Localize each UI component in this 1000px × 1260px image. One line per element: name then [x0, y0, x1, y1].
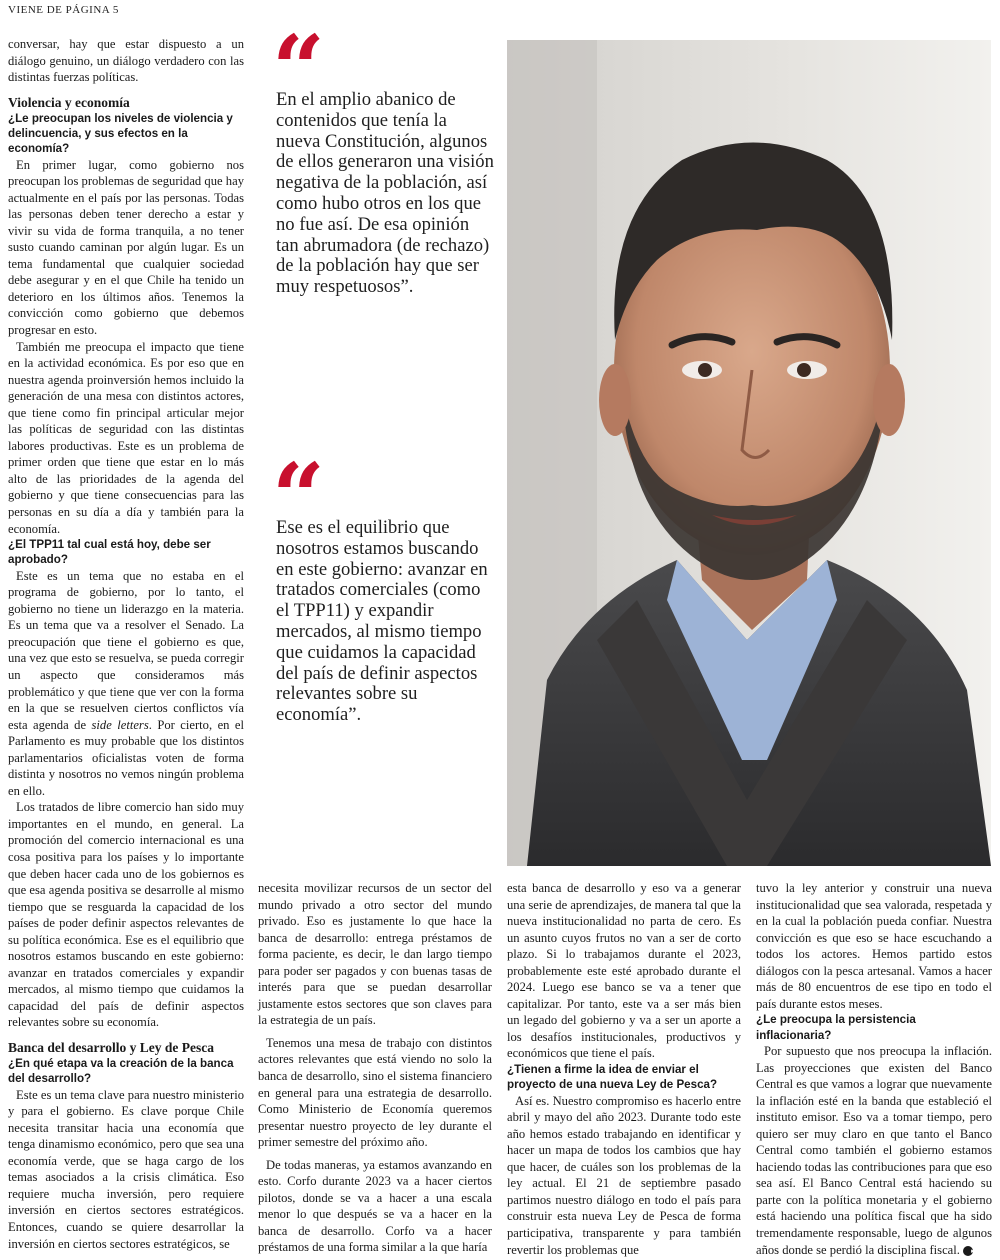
- paragraph: También me preocupa el impacto que tiene en la actividad económica. Es por eso que en nuestra agenda proinversión hemos incluido la generación de una mesa con distintos actores, que tiene como fin principal articular mejor las políticas de seguridad con las distintas labores productivas. Este es un problema de primer orden que tiene que estar en lo más alto de las prioridades de la agenda del gobierno y que tiene consecuencias para las personas en su día a día y también para la economía.: [8, 339, 244, 536]
- article-column-1: [8, 36, 244, 1258]
- portrait-illustration: [507, 40, 991, 866]
- pull-quote-2: [272, 443, 494, 726]
- article-column-2: [258, 880, 492, 1258]
- interview-question: ¿El TPP11 tal cual está hoy, debe ser aprobado?: [8, 538, 211, 567]
- paragraph: Tenemos una mesa de trabajo con distintos actores relevantes que está viendo no solo la banca de desarrollo, sino el sistema financiero en general para una estrategia de desarrollo. Como Ministerio de Economía queremos presentar nuestro proyecto de ley durante el primer semestre del próximo año.: [258, 1035, 492, 1150]
- article-column-4: [756, 880, 992, 1258]
- paragraph: conversar, hay que estar dispuesto a un diálogo genuino, un diálogo verdadero con las distintas fuerzas políticas.: [8, 37, 244, 85]
- article-column-3: [507, 880, 741, 1258]
- text-run: . Por cierto, en el Parlamento es muy probable que los distintos parlamentarios oficialistas voten de forma distinta y nosotros no vemos ningún problema en ello.: [8, 717, 245, 798]
- quote-mark-icon: “: [272, 15, 317, 123]
- paragraph: tuvo la ley anterior y construir una nueva institucionalidad que sea valorada, respetada y en la cual la población pueda confiar. Nuestra convicción es que eso se hace escuchando a todos los actores. Hemos partido estos diálogos con la pesca artesanal. Vamos a hacer más de 80 encuentros de ese tipo en todo el país durante estos meses.: [756, 881, 992, 1011]
- paragraph: Los tratados de libre comercio han sido muy importantes en el mundo, en general. La promoción del comercio internacional es una cosa positiva para los países y lo importante que deben hacer cada uno de los gobiernos es que esa agenda positiva se desarrolle al mismo tiempo que se resguarda la capacidad de los países de poder definir aspectos relevantes de su política económica. Ese es el equilibrio que nosotros estamos buscando en este gobierno: avanzar en tratados comerciales y expandir mercados, al mismo tiempo que cuidamos la capacidad del país de definir aspectos relevantes sobre su economía.: [8, 800, 244, 1030]
- interview-question: ¿Le preocupan los niveles de violencia y delincuencia, y sus efectos en la economía?: [8, 111, 233, 156]
- paragraph: esta banca de desarrollo y eso va a generar una serie de aprendizajes, de manera tal que la nueva institucionalidad no parta de cero. Es un asunto cuyos frutos no van a ser de corto plazo. Si lo trabajamos durante el 2023, probablemente este esté aprobado durante el 2024. Luego ese banco se va a tener que capitalizar. Por tanto, este va a ser más bien un legado del gobierno y va a ser un aporte a los desafíos institucionales, productivos y económicos que tiene el país.: [507, 881, 741, 1061]
- paragraph: [8, 568, 244, 800]
- portrait-photo: [507, 40, 991, 866]
- interview-question: ¿Le preocupa la persistencia inflacionaria?: [756, 1013, 916, 1042]
- text-run: Este es un tema que no estaba en el programa de gobierno, por lo tanto, el gobierno no tiene un liderazgo en la materia. Es un tema que va a resolver el Senado. La preocupación que tiene el gobierno es que, una vez que esto se resuelva, se pueda corregir un aspecto que consideramos más problemático y que tiene que ver con la forma en la que se resuelven ciertos conflictos vía esta agenda de: [8, 568, 244, 732]
- end-of-article-icon: ▸: [963, 1246, 973, 1256]
- italic-term: side letters: [91, 717, 149, 732]
- pull-quote-text: Ese es el equilibrio que nosotros estamos buscando en este gobierno: avanzar en tratados comerciales (como el TPP11) y expandir mercados, al mismo tiempo que cuidamos la capacidad del país de definir aspectos relevantes sobre su economía”.: [276, 517, 488, 726]
- quote-mark-icon: “: [272, 443, 317, 551]
- text-run: Por supuesto que nos preocupa la inflación. Las proyecciones que existen del Banco Central es que vamos a lograr que nuevamente la inflación esté en la banda que estableció el instituto emisor. Eso va a tomar tiempo, pero quiero ser muy claro en que tanto el Banco Central como también el gobierno estamos haciendo todas las contribuciones para que eso sea así. El Banco Central está haciendo su parte con la política monetaria y el gobierno está haciendo una política fiscal que ha sido tremendamente responsable, luego de algunos años donde se perdió la disciplina fiscal.: [756, 1043, 992, 1257]
- paragraph: De todas maneras, ya estamos avanzando en esto. Corfo durante 2023 va a hacer ciertos pilotos, donde se va a hacer a una escala menor lo que después se va a hacer en la banca de desarrollo. Corfo va a hacer préstamos de una forma similar a la que haría: [258, 1157, 492, 1255]
- section-heading-banca: Banca del desarrollo y Ley de Pesca: [8, 1040, 214, 1056]
- section-heading-violencia: Violencia y economía: [8, 94, 130, 110]
- paragraph: necesita movilizar recursos de un sector del mundo privado a otro sector del mundo privado. Eso es justamente lo que hace la banca de desarrollo: entrega préstamos de forma paciente, es decir, le dan largo tiempo para poder ser pagados y con buenas tasas de interés para que se puedan desarrollar justamente estos sectores que son claves para la estrategia de un país.: [258, 881, 492, 1028]
- paragraph: Este es un tema clave para nuestro ministerio y para el gobierno. Es clave porque Chile necesita transitar hacia una economía que tenga dinamismo económico, pero que sea una economía verde, que se haga cargo de los temas asociados a la crisis climática. Eso requiere mucha inversión, pero requiere inversión en ciertos sectores estratégicos. Entonces, cuando se quiere desarrollar la inversión en ciertos sectores estratégicos, se: [8, 1087, 244, 1251]
- paragraph: Así es. Nuestro compromiso es hacerlo entre abril y mayo del año 2023. Durante todo este año hemos estado trabajando en identificar y hacer un mapa de todos los cambios que hay que hacer, de cuáles son los problemas de la ley actual. El 21 de septiembre pasado partimos nuestro diálogo en todo el país para construir esta nueva Ley de Pesca de forma participativa, transparente y para también revertir los problemas que: [507, 1093, 741, 1257]
- continued-from-label: VIENE DE PÁGINA 5: [8, 4, 119, 16]
- interview-question: ¿En qué etapa va la creación de la banca del desarrollo?: [8, 1057, 234, 1086]
- pull-quote-text: En el amplio abanico de contenidos que tenía la nueva Constitución, algunos de ellos generaron una visión negativa de la población, así como hubo otros en los que no fue así. De esa opinión tan abrumadora (de rechazo) de la población hay que ser muy respetuosos”.: [276, 89, 494, 298]
- pull-quote-1: [272, 15, 494, 298]
- paragraph: En primer lugar, como gobierno nos preocupan los problemas de seguridad que hay actualmente en el país por las personas. Todas las personas deben tener derecho a estar y vivir su vida de forma tranquila, a no tener susto cuando caminan por algún lugar. Es un tema fundamental que cualquier sociedad debe asegurar y en el que Chile ha tenido un deterioro en los últimos años. Tenemos la convicción como gobierno que debemos progresar en esto.: [8, 157, 244, 337]
- paragraph: [756, 1043, 992, 1258]
- interview-question: ¿Tienen a firme la idea de enviar el proyecto de una nueva Ley de Pesca?: [507, 1063, 718, 1092]
